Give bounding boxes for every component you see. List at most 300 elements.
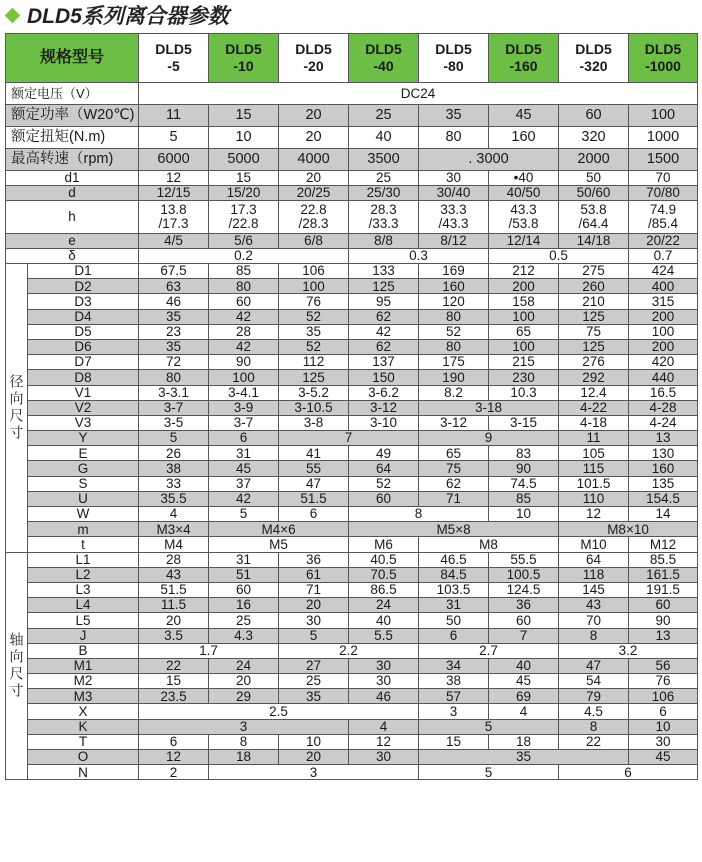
- value-cell: 124.5: [489, 582, 559, 597]
- value-cell: 125: [279, 370, 349, 385]
- value-cell: 200: [489, 279, 559, 294]
- value-cell: 20: [279, 750, 349, 765]
- table-row: [6, 201, 698, 234]
- value-cell: 55: [279, 461, 349, 476]
- table-row: [6, 309, 698, 324]
- value-cell: 36: [279, 552, 349, 567]
- value-cell: 130: [629, 446, 698, 461]
- value-cell: 30: [279, 613, 349, 628]
- value-cell: 55.5: [489, 552, 559, 567]
- value-cell: 145: [559, 582, 629, 597]
- value-cell: •40: [489, 171, 559, 186]
- dim-label: L3: [28, 582, 139, 597]
- value-cell: 9: [419, 431, 559, 446]
- value-cell: 5: [139, 431, 209, 446]
- value-cell: 13: [629, 628, 698, 643]
- value-cell: 215: [489, 355, 559, 370]
- value-cell: 8/12: [419, 234, 489, 249]
- table-row: [6, 613, 698, 628]
- value-cell: 100: [489, 309, 559, 324]
- value-cell: 80: [419, 309, 489, 324]
- value-cell: 79: [559, 689, 629, 704]
- value-cell: 85: [209, 264, 279, 279]
- value-cell: M12: [629, 537, 698, 552]
- value-cell: 56: [629, 658, 698, 673]
- table-row: [6, 385, 698, 400]
- dim-label: O: [28, 750, 139, 765]
- value-cell: 106: [629, 689, 698, 704]
- value-cell: 45: [489, 105, 559, 127]
- value-cell: 17.3 /22.8: [209, 201, 279, 234]
- table-row: [6, 264, 698, 279]
- value-cell: 40: [489, 658, 559, 673]
- table-row: [6, 552, 698, 567]
- table-row: [6, 491, 698, 506]
- value-cell: 6000: [139, 149, 209, 171]
- value-cell: 190: [419, 370, 489, 385]
- value-cell: 3-18: [419, 400, 559, 415]
- value-cell: 50: [419, 613, 489, 628]
- value-cell: 42: [209, 339, 279, 354]
- value-cell: 46.5: [419, 552, 489, 567]
- value-cell: 84.5: [419, 567, 489, 582]
- model-header-4: DLD5 -80: [419, 34, 489, 83]
- value-cell: 12.4: [559, 385, 629, 400]
- value-cell: 160: [629, 461, 698, 476]
- value-cell: 12: [139, 171, 209, 186]
- value-cell: 15: [209, 171, 279, 186]
- value-cell: 60: [209, 294, 279, 309]
- value-cell: 105: [559, 446, 629, 461]
- value-cell: 64: [349, 461, 419, 476]
- value-cell: 83: [489, 446, 559, 461]
- value-cell: 3-7: [139, 400, 209, 415]
- value-cell: 60: [349, 491, 419, 506]
- model-header-2: DLD5 -20: [279, 34, 349, 83]
- param-label: 额定扭矩(N.m): [6, 127, 139, 149]
- table-row: [6, 750, 698, 765]
- value-cell: 210: [559, 294, 629, 309]
- value-cell: 3500: [349, 149, 419, 171]
- value-cell: 315: [629, 294, 698, 309]
- value-cell: 6: [209, 431, 279, 446]
- value-cell: 41: [279, 446, 349, 461]
- value-cell: 20: [279, 105, 349, 127]
- value-cell: 42: [209, 491, 279, 506]
- value-cell: 24: [349, 598, 419, 613]
- value-cell: 35: [419, 750, 629, 765]
- value-cell: 71: [419, 491, 489, 506]
- value-cell: 62: [349, 339, 419, 354]
- value-cell: 51.5: [279, 491, 349, 506]
- dim-label: T: [28, 734, 139, 749]
- value-cell: 60: [559, 105, 629, 127]
- table-row: [6, 446, 698, 461]
- value-cell: 23.5: [139, 689, 209, 704]
- dim-label: Y: [28, 431, 139, 446]
- value-cell: 101.5: [559, 476, 629, 491]
- value-cell: 3-6.2: [349, 385, 419, 400]
- value-cell: 6: [279, 507, 349, 522]
- table-row: [6, 171, 698, 186]
- value-cell: 40.5: [349, 552, 419, 567]
- value-cell: 161.5: [629, 567, 698, 582]
- clutch-parameter-table: [5, 33, 698, 780]
- value-cell: 23: [139, 324, 209, 339]
- value-cell: 1500: [629, 149, 698, 171]
- value-cell: 35: [139, 309, 209, 324]
- value-cell: 20: [209, 674, 279, 689]
- value-cell: 70.5: [349, 567, 419, 582]
- dim-label: V1: [28, 385, 139, 400]
- value-cell: 420: [629, 355, 698, 370]
- value-cell: 3-12: [349, 400, 419, 415]
- value-cell: 30: [419, 171, 489, 186]
- value-cell: 75: [559, 324, 629, 339]
- param-label: 额定电压（V）: [6, 83, 139, 105]
- value-cell: 100: [209, 370, 279, 385]
- dim-label: D2: [28, 279, 139, 294]
- value-cell: 90: [209, 355, 279, 370]
- value-cell: 100: [629, 324, 698, 339]
- table-row: [6, 719, 698, 734]
- value-cell: 6: [419, 628, 489, 643]
- value-cell: 46: [349, 689, 419, 704]
- value-cell: 54: [559, 674, 629, 689]
- value-cell: 13: [629, 431, 698, 446]
- value-cell: 52: [419, 324, 489, 339]
- value-cell: 30: [349, 750, 419, 765]
- value-cell: 3-10: [349, 415, 419, 430]
- value-cell: 27: [279, 658, 349, 673]
- table-row: [6, 279, 698, 294]
- value-cell: 3: [209, 765, 419, 780]
- value-cell: 175: [419, 355, 489, 370]
- value-cell: 125: [349, 279, 419, 294]
- value-cell: 12: [349, 734, 419, 749]
- value-cell: 35: [279, 324, 349, 339]
- value-cell: 45: [209, 461, 279, 476]
- dim-label: δ: [6, 249, 139, 264]
- value-cell: 292: [559, 370, 629, 385]
- value-cell: 137: [349, 355, 419, 370]
- value-cell: 12/15: [139, 186, 209, 201]
- value-cell: 2.2: [279, 643, 419, 658]
- value-cell: 25: [279, 674, 349, 689]
- value-cell: 5.5: [349, 628, 419, 643]
- value-cell: 45: [489, 674, 559, 689]
- value-cell: 36: [489, 598, 559, 613]
- value-cell: 76: [629, 674, 698, 689]
- value-cell: 400: [629, 279, 698, 294]
- value-cell: 3: [419, 704, 489, 719]
- value-cell: 52: [349, 476, 419, 491]
- table-row: [6, 507, 698, 522]
- value-cell: 28.3 /33.3: [349, 201, 419, 234]
- header-label: 规格型号: [6, 34, 139, 83]
- value-cell: M3×4: [139, 522, 209, 537]
- value-cell: 10: [629, 719, 698, 734]
- value-cell: 80: [139, 370, 209, 385]
- value-cell: 18: [209, 750, 279, 765]
- value-cell: 6: [559, 765, 698, 780]
- value-cell: 29: [209, 689, 279, 704]
- value-cell: 4-22: [559, 400, 629, 415]
- value-cell: 37: [209, 476, 279, 491]
- value-cell: 52: [279, 309, 349, 324]
- value-cell: 80: [419, 339, 489, 354]
- value-cell: 33.3 /43.3: [419, 201, 489, 234]
- table-row: [6, 522, 698, 537]
- value-cell: M8×10: [559, 522, 698, 537]
- table-row: [6, 234, 698, 249]
- value-cell: 212: [489, 264, 559, 279]
- dim-label: V2: [28, 400, 139, 415]
- value-cell: 8: [559, 628, 629, 643]
- value-cell: 20: [279, 127, 349, 149]
- value-cell: 2: [139, 765, 209, 780]
- value-cell: 49: [349, 446, 419, 461]
- value-cell: M6: [349, 537, 419, 552]
- group-label: 径向尺寸: [6, 264, 28, 553]
- dim-label: L1: [28, 552, 139, 567]
- value-cell: 20: [279, 598, 349, 613]
- value-cell: 0.2: [139, 249, 349, 264]
- value-cell: 30: [349, 674, 419, 689]
- table-row: [6, 83, 698, 105]
- table-row: [6, 105, 698, 127]
- value-cell: 100: [279, 279, 349, 294]
- param-label: 最高转速（rpm): [6, 149, 139, 171]
- dim-label: L4: [28, 598, 139, 613]
- value-cell: 8: [559, 719, 629, 734]
- value-cell: 71: [279, 582, 349, 597]
- value-cell: 45: [629, 750, 698, 765]
- value-cell: 424: [629, 264, 698, 279]
- value-cell: 74.5: [489, 476, 559, 491]
- value-cell: 12/14: [489, 234, 559, 249]
- dim-label: d1: [6, 171, 139, 186]
- value-cell: 74.9 /85.4: [629, 201, 698, 234]
- value-cell: 3-9: [209, 400, 279, 415]
- value-cell: 275: [559, 264, 629, 279]
- value-cell: M4×6: [209, 522, 349, 537]
- value-cell: 125: [559, 309, 629, 324]
- dim-label: U: [28, 491, 139, 506]
- value-cell: 8.2: [419, 385, 489, 400]
- table-row: [6, 476, 698, 491]
- value-cell: 10: [209, 127, 279, 149]
- dim-label: L5: [28, 613, 139, 628]
- value-cell: 52: [279, 339, 349, 354]
- table-row: [6, 127, 698, 149]
- dim-label: K: [28, 719, 139, 734]
- value-cell: 67.5: [139, 264, 209, 279]
- value-cell: 47: [279, 476, 349, 491]
- value-cell: 43.3 /53.8: [489, 201, 559, 234]
- value-cell: 8: [209, 734, 279, 749]
- value-cell: 3-12: [419, 415, 489, 430]
- value-cell: 42: [209, 309, 279, 324]
- model-header-5: DLD5 -160: [489, 34, 559, 83]
- dim-label: M3: [28, 689, 139, 704]
- value-cell: 40: [349, 127, 419, 149]
- value-cell: 34: [419, 658, 489, 673]
- table-row: [6, 628, 698, 643]
- value-cell: 62: [349, 309, 419, 324]
- table-row: [6, 674, 698, 689]
- model-header-1: DLD5 -10: [209, 34, 279, 83]
- value-cell: 13.8 /17.3: [139, 201, 209, 234]
- value-cell: . 3000: [419, 149, 559, 171]
- value-cell: 160: [489, 127, 559, 149]
- value-cell: 169: [419, 264, 489, 279]
- value-cell: 135: [629, 476, 698, 491]
- group-label: 轴向尺寸: [6, 552, 28, 780]
- value-cell: 95: [349, 294, 419, 309]
- dim-label: X: [28, 704, 139, 719]
- value-cell: 3-15: [489, 415, 559, 430]
- value-cell: 8: [349, 507, 489, 522]
- dim-label: D4: [28, 309, 139, 324]
- value-cell: 20: [139, 613, 209, 628]
- value-cell: 22: [559, 734, 629, 749]
- value-cell: 43: [559, 598, 629, 613]
- model-header-6: DLD5 -320: [559, 34, 629, 83]
- value-cell: 4: [139, 507, 209, 522]
- value-cell: 4.3: [209, 628, 279, 643]
- table-row: [6, 186, 698, 201]
- table-row: [6, 339, 698, 354]
- value-cell: 35: [419, 105, 489, 127]
- value-cell: 10: [489, 507, 559, 522]
- model-header-3: DLD5 -40: [349, 34, 419, 83]
- value-cell: 103.5: [419, 582, 489, 597]
- value-cell: 86.5: [349, 582, 419, 597]
- value-cell: 50/60: [559, 186, 629, 201]
- value-cell: 5: [139, 127, 209, 149]
- value-cell: 38: [419, 674, 489, 689]
- model-header-7: DLD5 -1000: [629, 34, 698, 83]
- dim-label: B: [28, 643, 139, 658]
- value-cell: 63: [139, 279, 209, 294]
- value-cell: 33: [139, 476, 209, 491]
- table-row: [6, 461, 698, 476]
- value-cell: 31: [209, 552, 279, 567]
- value-cell: 191.5: [629, 582, 698, 597]
- value-cell: 5: [419, 719, 559, 734]
- dim-label: M2: [28, 674, 139, 689]
- value-cell: 320: [559, 127, 629, 149]
- value-cell: 10: [279, 734, 349, 749]
- value-cell: 230: [489, 370, 559, 385]
- value-cell: 25: [209, 613, 279, 628]
- value-cell: 50: [559, 171, 629, 186]
- table-row: [6, 370, 698, 385]
- value-cell: 80: [209, 279, 279, 294]
- value-cell: 110: [559, 491, 629, 506]
- value-cell: 69: [489, 689, 559, 704]
- dim-label: t: [28, 537, 139, 552]
- value-cell: 15: [139, 674, 209, 689]
- value-cell: 38: [139, 461, 209, 476]
- dim-label: J: [28, 628, 139, 643]
- dim-label: E: [28, 446, 139, 461]
- voltage-value: DC24: [139, 83, 698, 105]
- value-cell: 47: [559, 658, 629, 673]
- value-cell: 0.5: [489, 249, 629, 264]
- value-cell: 15/20: [209, 186, 279, 201]
- value-cell: 158: [489, 294, 559, 309]
- table-row: [6, 355, 698, 370]
- value-cell: 6: [139, 734, 209, 749]
- value-cell: 200: [629, 339, 698, 354]
- value-cell: 440: [629, 370, 698, 385]
- value-cell: 2.5: [139, 704, 419, 719]
- value-cell: 11.5: [139, 598, 209, 613]
- value-cell: 1000: [629, 127, 698, 149]
- table-row: [6, 415, 698, 430]
- value-cell: 72: [139, 355, 209, 370]
- dim-label: D7: [28, 355, 139, 370]
- value-cell: 22: [139, 658, 209, 673]
- value-cell: 150: [349, 370, 419, 385]
- table-row: [6, 567, 698, 582]
- value-cell: 112: [279, 355, 349, 370]
- page-title: [4, 0, 229, 30]
- value-cell: 28: [139, 552, 209, 567]
- value-cell: 57: [419, 689, 489, 704]
- value-cell: 2.7: [419, 643, 559, 658]
- value-cell: 35: [279, 689, 349, 704]
- value-cell: 100.5: [489, 567, 559, 582]
- value-cell: 80: [419, 127, 489, 149]
- dim-label: D8: [28, 370, 139, 385]
- value-cell: 118: [559, 567, 629, 582]
- value-cell: 15: [209, 105, 279, 127]
- dim-label: L2: [28, 567, 139, 582]
- value-cell: 70: [559, 613, 629, 628]
- value-cell: 22.8 /28.3: [279, 201, 349, 234]
- value-cell: 3-5: [139, 415, 209, 430]
- value-cell: 3.2: [559, 643, 698, 658]
- value-cell: 20/22: [629, 234, 698, 249]
- table-row: [6, 765, 698, 780]
- table-row: [6, 704, 698, 719]
- dim-label: D5: [28, 324, 139, 339]
- value-cell: 106: [279, 264, 349, 279]
- value-cell: M5×8: [349, 522, 559, 537]
- value-cell: 0.3: [349, 249, 489, 264]
- table-row: [6, 294, 698, 309]
- value-cell: 85.5: [629, 552, 698, 567]
- value-cell: 43: [139, 567, 209, 582]
- value-cell: 3.5: [139, 628, 209, 643]
- value-cell: 115: [559, 461, 629, 476]
- dim-label: D6: [28, 339, 139, 354]
- value-cell: 18: [489, 734, 559, 749]
- value-cell: 40/50: [489, 186, 559, 201]
- dim-label: e: [6, 234, 139, 249]
- value-cell: 15: [419, 734, 489, 749]
- value-cell: 4: [489, 704, 559, 719]
- dim-label: d: [6, 186, 139, 201]
- value-cell: 3-7: [209, 415, 279, 430]
- value-cell: 260: [559, 279, 629, 294]
- value-cell: 7: [489, 628, 559, 643]
- value-cell: 3-3.1: [139, 385, 209, 400]
- dim-label: V3: [28, 415, 139, 430]
